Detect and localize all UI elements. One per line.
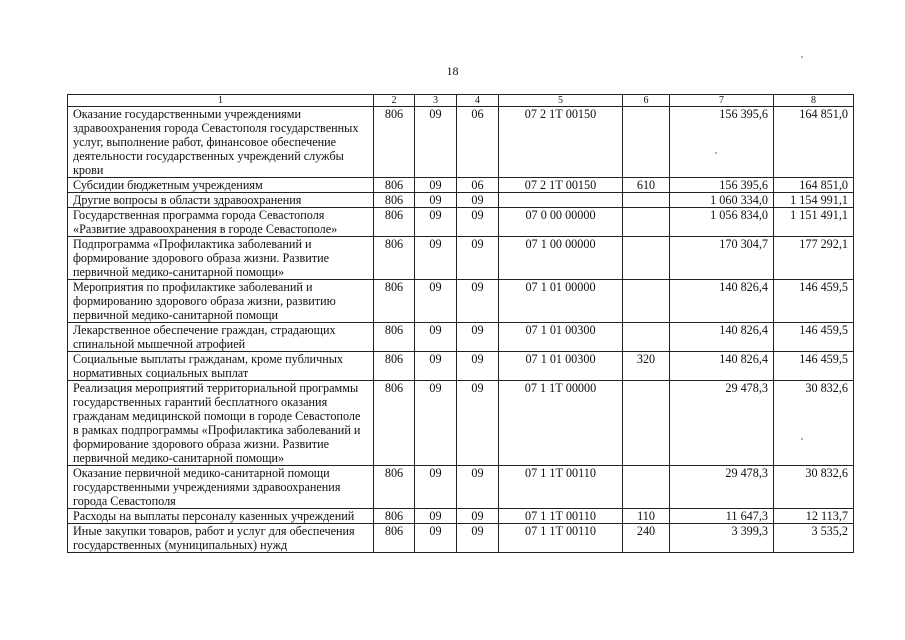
- cell-name: Государственная программа города Севастополя «Развитие здравоохранения в городе Севастополе»: [68, 208, 374, 237]
- cell-ministry: 806: [374, 323, 415, 352]
- cell-target-item: 07 1 01 00300: [499, 323, 623, 352]
- cell-ministry: 806: [374, 107, 415, 178]
- cell-target-item: 07 2 1Т 00150: [499, 107, 623, 178]
- cell-ministry: 806: [374, 466, 415, 509]
- column-header: 7: [670, 95, 774, 107]
- cell-section: 09: [415, 208, 457, 237]
- cell-subsection: 09: [457, 193, 499, 208]
- table-row: [68, 107, 854, 178]
- scan-speck: [801, 438, 803, 440]
- cell-section: 09: [415, 193, 457, 208]
- cell-amount-year1: 1 056 834,0: [670, 208, 774, 237]
- cell-expense-type: 240: [623, 524, 670, 553]
- column-header: 4: [457, 95, 499, 107]
- cell-name: Лекарственное обеспечение граждан, страдающих спинальной мышечной атрофией: [68, 323, 374, 352]
- column-header: 8: [774, 95, 854, 107]
- page-number: 18: [446, 64, 459, 78]
- cell-expense-type: 320: [623, 352, 670, 381]
- cell-expense-type: [623, 381, 670, 466]
- cell-ministry: 806: [374, 237, 415, 280]
- cell-amount-year2: 12 113,7: [774, 509, 854, 524]
- cell-amount-year2: 30 832,6: [774, 381, 854, 466]
- cell-amount-year1: 1 060 334,0: [670, 193, 774, 208]
- cell-target-item: 07 1 00 00000: [499, 237, 623, 280]
- cell-name: Расходы на выплаты персоналу казенных учреждений: [68, 509, 374, 524]
- cell-ministry: 806: [374, 352, 415, 381]
- cell-expense-type: [623, 193, 670, 208]
- cell-ministry: 806: [374, 280, 415, 323]
- cell-section: 09: [415, 323, 457, 352]
- table-row: [68, 280, 854, 323]
- header-row: [68, 95, 854, 107]
- cell-name: Другие вопросы в области здравоохранения: [68, 193, 374, 208]
- cell-name: Реализация мероприятий территориальной программы государственных гарантий бесплатного оказания гражданам медицинской помощи в городе Севастополе в рамках подпрограммы «Профилактика заболеваний и формирование здорового образа жизни. Развитие первичной медико-санитарной помощи»: [68, 381, 374, 466]
- table-row: [68, 178, 854, 193]
- cell-target-item: 07 1 1Т 00110: [499, 524, 623, 553]
- table-row: [68, 323, 854, 352]
- cell-target-item: 07 1 1Т 00110: [499, 466, 623, 509]
- cell-section: 09: [415, 107, 457, 178]
- cell-amount-year2: 1 151 491,1: [774, 208, 854, 237]
- table-row: [68, 352, 854, 381]
- cell-ministry: 806: [374, 509, 415, 524]
- column-header: 1: [68, 95, 374, 107]
- cell-name: Подпрограмма «Профилактика заболеваний и формирование здорового образа жизни. Развитие первичной медико-санитарной помощи»: [68, 237, 374, 280]
- cell-name: Субсидии бюджетным учреждениям: [68, 178, 374, 193]
- cell-expense-type: [623, 466, 670, 509]
- cell-section: 09: [415, 178, 457, 193]
- cell-amount-year2: 164 851,0: [774, 107, 854, 178]
- cell-expense-type: [623, 280, 670, 323]
- cell-target-item: 07 1 01 00300: [499, 352, 623, 381]
- column-header: 3: [415, 95, 457, 107]
- cell-amount-year1: 156 395,6: [670, 178, 774, 193]
- cell-section: 09: [415, 509, 457, 524]
- cell-ministry: 806: [374, 208, 415, 237]
- cell-amount-year2: 146 459,5: [774, 352, 854, 381]
- cell-subsection: 09: [457, 381, 499, 466]
- cell-expense-type: [623, 208, 670, 237]
- scan-speck: [715, 152, 717, 154]
- scan-speck: [801, 56, 803, 58]
- cell-amount-year1: 140 826,4: [670, 280, 774, 323]
- table-row: [68, 509, 854, 524]
- column-header: 6: [623, 95, 670, 107]
- cell-name: Оказание первичной медико-санитарной помощи государственными учреждениями здравоохранения города Севастополя: [68, 466, 374, 509]
- cell-subsection: 09: [457, 323, 499, 352]
- cell-amount-year1: 11 647,3: [670, 509, 774, 524]
- cell-name: Мероприятия по профилактике заболеваний и формированию здорового образа жизни, развитию первичной медико-санитарной помощи: [68, 280, 374, 323]
- cell-section: 09: [415, 381, 457, 466]
- cell-amount-year1: 29 478,3: [670, 381, 774, 466]
- column-header: 5: [499, 95, 623, 107]
- cell-target-item: 07 1 1Т 00110: [499, 509, 623, 524]
- cell-section: 09: [415, 352, 457, 381]
- cell-expense-type: [623, 107, 670, 178]
- cell-section: 09: [415, 524, 457, 553]
- cell-subsection: 09: [457, 466, 499, 509]
- cell-amount-year2: 164 851,0: [774, 178, 854, 193]
- table-row: [68, 466, 854, 509]
- cell-amount-year1: 170 304,7: [670, 237, 774, 280]
- cell-section: 09: [415, 466, 457, 509]
- cell-expense-type: [623, 323, 670, 352]
- column-header: 2: [374, 95, 415, 107]
- cell-ministry: 806: [374, 381, 415, 466]
- cell-amount-year2: 146 459,5: [774, 280, 854, 323]
- cell-subsection: 09: [457, 509, 499, 524]
- cell-target-item: 07 1 1Т 00000: [499, 381, 623, 466]
- cell-name: Иные закупки товаров, работ и услуг для обеспечения государственных (муниципальных) нужд: [68, 524, 374, 553]
- cell-amount-year2: 177 292,1: [774, 237, 854, 280]
- cell-subsection: 06: [457, 178, 499, 193]
- cell-target-item: 07 2 1Т 00150: [499, 178, 623, 193]
- cell-name: Оказание государственными учреждениями здравоохранения города Севастополя государственных услуг, выполнение работ, финансовое обеспечение деятельности государственных учреждений службы крови: [68, 107, 374, 178]
- table-row: [68, 524, 854, 553]
- cell-section: 09: [415, 280, 457, 323]
- cell-amount-year1: 3 399,3: [670, 524, 774, 553]
- cell-expense-type: 110: [623, 509, 670, 524]
- cell-expense-type: [623, 237, 670, 280]
- cell-amount-year1: 140 826,4: [670, 352, 774, 381]
- cell-ministry: 806: [374, 178, 415, 193]
- cell-ministry: 806: [374, 524, 415, 553]
- cell-amount-year1: 156 395,6: [670, 107, 774, 178]
- cell-amount-year1: 29 478,3: [670, 466, 774, 509]
- budget-table: [67, 94, 854, 553]
- cell-name: Социальные выплаты гражданам, кроме публичных нормативных социальных выплат: [68, 352, 374, 381]
- cell-amount-year2: 146 459,5: [774, 323, 854, 352]
- cell-subsection: 09: [457, 208, 499, 237]
- cell-expense-type: 610: [623, 178, 670, 193]
- table-row: [68, 208, 854, 237]
- cell-target-item: 07 0 00 00000: [499, 208, 623, 237]
- cell-ministry: 806: [374, 193, 415, 208]
- cell-target-item: [499, 193, 623, 208]
- cell-target-item: 07 1 01 00000: [499, 280, 623, 323]
- cell-amount-year2: 1 154 991,1: [774, 193, 854, 208]
- table-row: [68, 381, 854, 466]
- cell-amount-year2: 3 535,2: [774, 524, 854, 553]
- cell-subsection: 06: [457, 107, 499, 178]
- cell-amount-year2: 30 832,6: [774, 466, 854, 509]
- table-row: [68, 237, 854, 280]
- cell-subsection: 09: [457, 280, 499, 323]
- cell-section: 09: [415, 237, 457, 280]
- cell-subsection: 09: [457, 352, 499, 381]
- cell-amount-year1: 140 826,4: [670, 323, 774, 352]
- cell-subsection: 09: [457, 237, 499, 280]
- table-row: [68, 193, 854, 208]
- cell-subsection: 09: [457, 524, 499, 553]
